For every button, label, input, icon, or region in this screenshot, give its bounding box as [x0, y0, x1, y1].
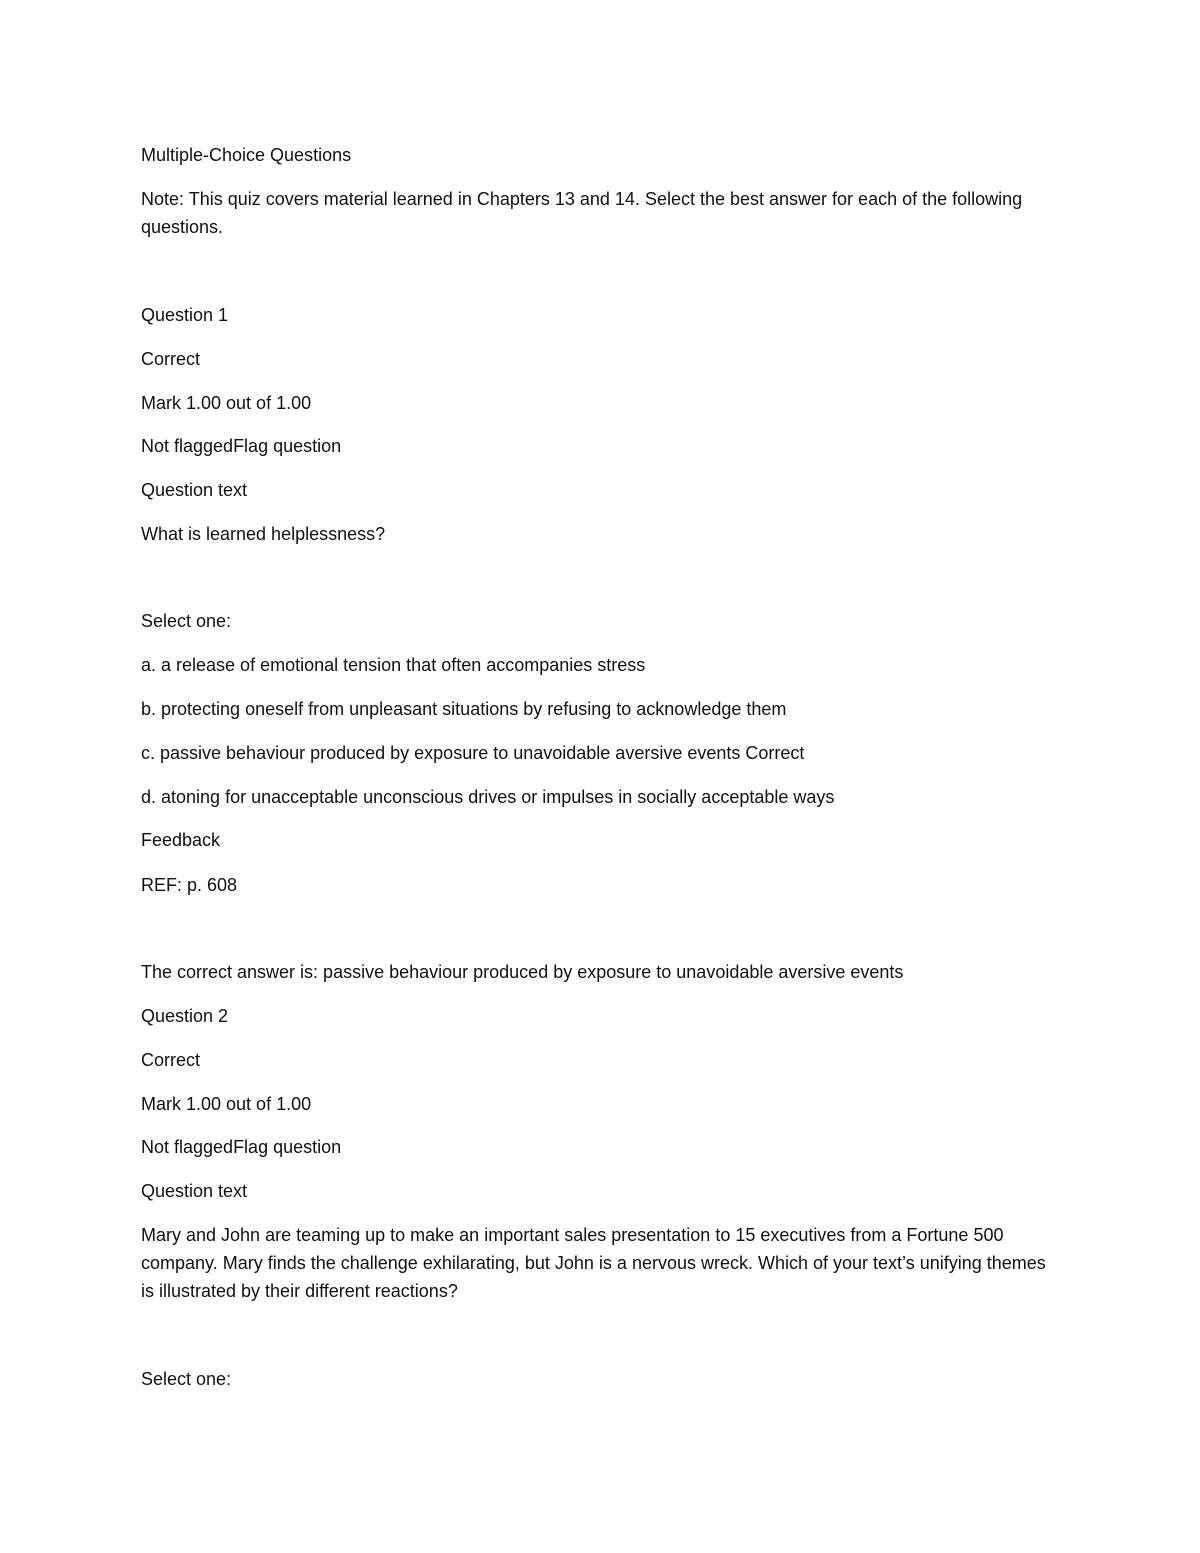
page-heading: Multiple-Choice Questions	[141, 145, 352, 165]
quiz-note	[141, 185, 1056, 241]
question-1-flag: Not flaggedFlag question	[141, 436, 342, 456]
question-2-mark: Mark 1.00 out of 1.00	[141, 1094, 312, 1114]
question-1-title: Question 1	[141, 305, 229, 325]
question-1-text: What is learned helplessness?	[141, 524, 386, 544]
question-1-mark: Mark 1.00 out of 1.00	[141, 393, 312, 413]
question-1-option-a: a. a release of emotional tension that often accompanies stress	[141, 655, 646, 675]
question-1-select-prompt: Select one:	[141, 611, 232, 631]
question-1-correct-answer: The correct answer is: passive behaviour produced by exposure to unavoidable aversive events	[141, 962, 904, 982]
note-label: Note:	[141, 189, 185, 209]
question-1-option-d: d. atoning for unacceptable unconscious drives or impulses in socially acceptable ways	[141, 787, 835, 807]
question-1-feedback-label: Feedback	[141, 830, 221, 850]
question-2-flag: Not flaggedFlag question	[141, 1137, 342, 1157]
question-2-text-label: Question text	[141, 1181, 248, 1201]
question-2-select-prompt: Select one:	[141, 1369, 232, 1389]
question-2-title: Question 2	[141, 1006, 229, 1026]
question-1-status: Correct	[141, 349, 201, 369]
question-2-status: Correct	[141, 1050, 201, 1070]
question-1-option-c: c. passive behaviour produced by exposure to unavoidable aversive events Correct	[141, 743, 805, 763]
question-2-text: Mary and John are teaming up to make an important sales presentation to 15 executives from a Fortune 500 company. Mary finds the challenge exhilarating, but John is a nervous wreck. Which of your text’s unifying themes is illustrated by their different reactions?	[141, 1225, 1046, 1301]
question-1-option-b: b. protecting oneself from unpleasant situations by refusing to acknowledge them	[141, 699, 787, 719]
note-text: This quiz covers material learned in Chapters 13 and 14. Select the best answer for each of the following questions.	[141, 189, 1023, 237]
question-1-reference: REF: p. 608	[141, 875, 238, 895]
question-1-text-label: Question text	[141, 480, 248, 500]
